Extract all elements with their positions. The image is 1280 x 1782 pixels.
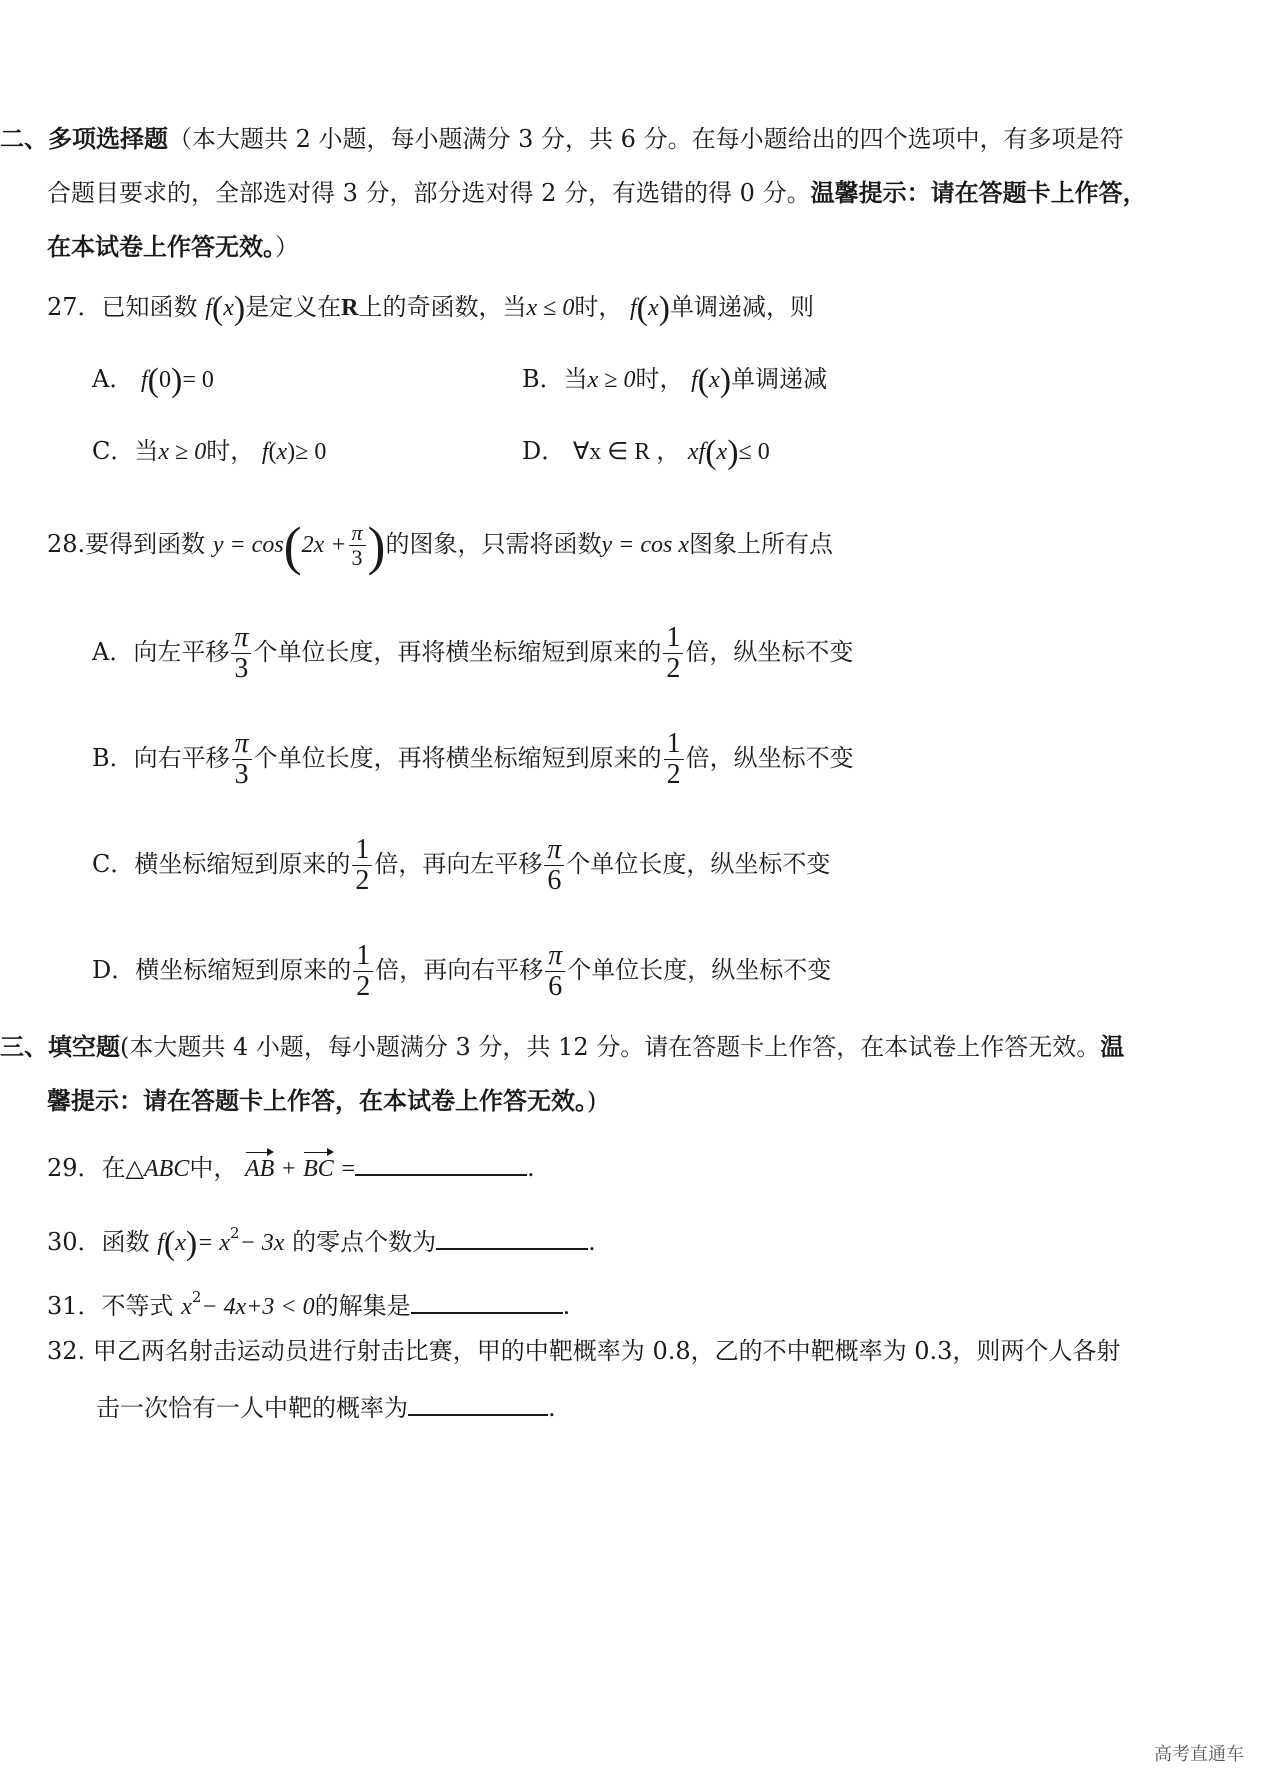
q32-text2: 击一次恰有一人中靶的概率为 — [96, 1394, 408, 1422]
section2-line3 — [47, 232, 299, 262]
f: f — [261, 439, 269, 465]
q27-R: R — [341, 295, 359, 321]
q27-optB-t3: 单调递减 — [731, 365, 828, 393]
option-label: C． — [92, 850, 135, 878]
f: f — [691, 367, 698, 393]
frac-den: 6 — [548, 971, 563, 1002]
q27-optC-t1: 当 — [134, 437, 159, 465]
section3-line2 — [47, 1086, 596, 1116]
frac-den: 3 — [351, 545, 363, 570]
q27-stem — [47, 290, 814, 327]
q27-f2: f — [629, 295, 637, 321]
frac-num: π — [349, 521, 366, 546]
x: x — [181, 1294, 192, 1320]
q28-stem-c: 图象上所有点 — [689, 530, 834, 558]
q28-func-lhs: y = cos — [212, 532, 284, 558]
q29-answer-blank[interactable] — [355, 1150, 527, 1176]
q30-answer-blank[interactable] — [436, 1224, 588, 1250]
option-label: C． — [92, 437, 135, 465]
paren: ) — [658, 290, 670, 327]
option-label: B． — [92, 744, 134, 772]
q31 — [47, 1282, 570, 1322]
q27-optB-t2: 时， — [635, 365, 684, 393]
paren: ( — [636, 290, 648, 327]
q27-cond: x ≤ 0 — [526, 295, 575, 321]
q31-tail: − 4x+3 < 0 — [201, 1294, 315, 1320]
paren: ) — [287, 439, 296, 465]
frac-num: π — [231, 623, 251, 654]
q28-fraction — [349, 521, 366, 570]
period: . — [548, 1394, 556, 1422]
q27-stem-d: 时， — [574, 293, 623, 321]
q30-text2: 的零点个数为 — [292, 1228, 437, 1256]
q32-text1: 甲乙两名射击运动员进行射击比赛，甲的中靶概率为 0.8，乙的不中靶概率为 0.3，则两个人各射 — [92, 1337, 1121, 1365]
q28-option-c[interactable] — [92, 834, 830, 896]
fraction — [232, 729, 252, 790]
option-label: D． — [522, 437, 566, 465]
q31-number: 31． — [47, 1292, 102, 1320]
q27-number: 27． — [47, 293, 102, 321]
q28-inner: 2x + — [301, 532, 347, 558]
fraction — [544, 835, 564, 896]
frac-num: π — [545, 941, 565, 972]
q27-option-a[interactable] — [92, 362, 214, 399]
vector-ab: AB — [244, 1156, 275, 1182]
big-paren: ( — [283, 516, 302, 576]
q27-optB-cond: x ≥ 0 — [587, 367, 636, 393]
frac-den: 6 — [547, 865, 562, 896]
q27-optD-expr: ≤ 0 — [738, 439, 770, 465]
section3-title: 三、填空题 — [0, 1033, 120, 1061]
q30-text1: 函数 — [101, 1228, 150, 1256]
zero: 0 — [158, 367, 171, 393]
q27-f: f — [205, 295, 212, 321]
q29-abc: ABC — [144, 1156, 190, 1182]
q30-tail: − 3x — [239, 1230, 285, 1256]
q27-option-d[interactable] — [522, 434, 770, 471]
section2-tip-2: 在本试卷上作答无效。 — [47, 233, 275, 261]
fraction — [545, 941, 565, 1002]
section2-line1 — [0, 124, 1124, 154]
x: x — [709, 367, 720, 393]
opt-t2: 倍，再向左平移 — [374, 850, 543, 878]
q30 — [47, 1218, 596, 1262]
q27-stem-c: 上的奇函数，当 — [358, 293, 527, 321]
opt-t3: 倍，纵坐标不变 — [685, 744, 854, 772]
opt-t1: 向左平移 — [133, 638, 230, 666]
x: x — [716, 439, 728, 465]
frac-den: 3 — [234, 653, 249, 684]
option-label: A． — [92, 638, 134, 666]
q27-optC-expr: ≥ 0 — [295, 439, 327, 465]
section2-tip: 温馨提示：请在答题卡上作答， — [810, 179, 1147, 207]
q27-x2: x — [647, 295, 659, 321]
fraction — [231, 623, 251, 684]
q27-optC-t2: 时， — [206, 437, 255, 465]
vector-bc: BC — [303, 1156, 334, 1182]
q27-option-b[interactable] — [522, 362, 828, 399]
frac-num: π — [544, 835, 564, 866]
q28-stem-b: 的图象，只需将函数 — [385, 530, 602, 558]
fraction — [353, 941, 373, 1002]
q30-rhs: = x — [197, 1230, 231, 1256]
q32-number: 32. — [47, 1337, 86, 1365]
fraction — [352, 835, 372, 896]
period: . — [588, 1228, 596, 1256]
frac-num: 1 — [352, 835, 372, 866]
section2-close: ） — [275, 233, 299, 261]
equals: = — [341, 1156, 355, 1182]
opt-t2: 个单位长度，再将横坐标缩短到原来的 — [253, 638, 662, 666]
q28-stem — [47, 516, 834, 576]
paren: ( — [268, 439, 277, 465]
section3-tip-a: 温 — [1100, 1033, 1125, 1061]
opt-t3: 个单位长度，纵坐标不变 — [566, 850, 831, 878]
q29-text1: 在△ — [101, 1154, 145, 1182]
q27-stem-e: 单调递减，则 — [669, 293, 814, 321]
option-label: B． — [522, 365, 564, 393]
frac-num: 1 — [664, 729, 684, 760]
q27-x: x — [223, 295, 234, 321]
q28-stem-a: 要得到函数 — [85, 530, 206, 558]
q27-stem-a: 已知函数 — [101, 293, 198, 321]
opt-t2: 个单位长度，再将横坐标缩短到原来的 — [253, 744, 662, 772]
period: . — [562, 1292, 571, 1320]
q31-text1: 不等式 — [101, 1292, 174, 1320]
opt-t3: 个单位长度，纵坐标不变 — [567, 956, 832, 984]
exponent: 2 — [230, 1224, 240, 1242]
q28-func2: y = cos x — [601, 532, 690, 558]
plus: + — [281, 1156, 296, 1182]
opt-t1: 横坐标缩短到原来的 — [134, 850, 351, 878]
f: f — [157, 1230, 164, 1256]
section2-line2 — [47, 178, 1147, 208]
f: f — [140, 367, 148, 393]
period: . — [527, 1154, 535, 1182]
frac-num: 1 — [353, 941, 373, 972]
frac-den: 2 — [355, 865, 370, 896]
paren: ) — [233, 290, 246, 327]
opt-t1: 横坐标缩短到原来的 — [135, 956, 352, 984]
q28-option-a[interactable] — [92, 622, 853, 684]
frac-num: π — [232, 729, 252, 760]
big-paren: ) — [367, 516, 386, 576]
exponent: 2 — [191, 1288, 202, 1306]
q28-option-b[interactable] — [92, 728, 854, 790]
paren: ) — [170, 362, 183, 399]
fraction — [663, 623, 683, 684]
q31-text2: 的解集是 — [314, 1292, 411, 1320]
opt-t3: 倍，纵坐标不变 — [685, 638, 854, 666]
q27-optB-t1: 当 — [563, 365, 588, 393]
q29-text2: 中， — [189, 1154, 238, 1182]
q28-option-d[interactable] — [92, 940, 831, 1002]
q29-number: 29． — [47, 1154, 102, 1182]
section2-instructions-1: （本大题共 2 小题，每小题满分 3 分，共 6 分。在每小题给出的四个选项中，有多项是符 — [168, 125, 1124, 153]
section3-line1 — [0, 1032, 1124, 1062]
q32-line2 — [96, 1390, 556, 1423]
paren: ( — [697, 362, 710, 399]
paren: ( — [705, 434, 717, 471]
frac-den: 3 — [234, 759, 249, 790]
x: x — [175, 1230, 186, 1256]
q27-option-c[interactable] — [92, 436, 326, 467]
frac-num: 1 — [663, 623, 683, 654]
q31-answer-blank[interactable] — [411, 1288, 563, 1314]
q28-number: 28. — [47, 530, 86, 558]
xf: xf — [687, 439, 706, 465]
paren: ( — [163, 1225, 176, 1262]
opt-t1: 向右平移 — [133, 744, 230, 772]
q30-number: 30． — [47, 1228, 102, 1256]
option-label: A． — [92, 365, 134, 393]
section2-title: 二、多项选择题 — [0, 125, 168, 153]
paren: ( — [211, 290, 224, 327]
q27-stem-b: 是定义在 — [245, 293, 342, 321]
paren: ) — [719, 362, 732, 399]
x: x — [276, 439, 288, 465]
opt-t2: 倍，再向右平移 — [375, 956, 544, 984]
frac-den: 2 — [356, 971, 371, 1002]
section3-tip-b: 馨提示：请在答题卡上作答，在本试卷上作答无效。 — [47, 1087, 587, 1115]
q27-optA-expr: = 0 — [182, 367, 214, 393]
paren: ) — [185, 1225, 198, 1262]
section2-instructions-2: 合题目要求的，全部选对得 3 分，部分选对得 2 分，有选错的得 0 分。 — [47, 179, 811, 207]
q32-line1 — [47, 1336, 1120, 1366]
option-label: D． — [92, 956, 136, 984]
q27-optD-t1: ∀x ∈ R ， — [572, 439, 681, 465]
frac-den: 2 — [666, 653, 681, 684]
section3-instructions-1: (本大题共 4 小题，每小题满分 3 分，共 12 分。请在答题卡上作答，在本试卷上作答无效。 — [120, 1033, 1101, 1061]
watermark: 高考直通车 — [1154, 1744, 1244, 1765]
q27-optC-cond: x ≥ 0 — [158, 439, 207, 465]
q29 — [47, 1150, 535, 1184]
section3-close: ) — [587, 1087, 597, 1115]
paren: ( — [147, 362, 159, 399]
frac-den: 2 — [666, 759, 681, 790]
paren: ) — [727, 434, 739, 471]
q32-answer-blank[interactable] — [408, 1390, 548, 1416]
fraction — [664, 729, 684, 790]
